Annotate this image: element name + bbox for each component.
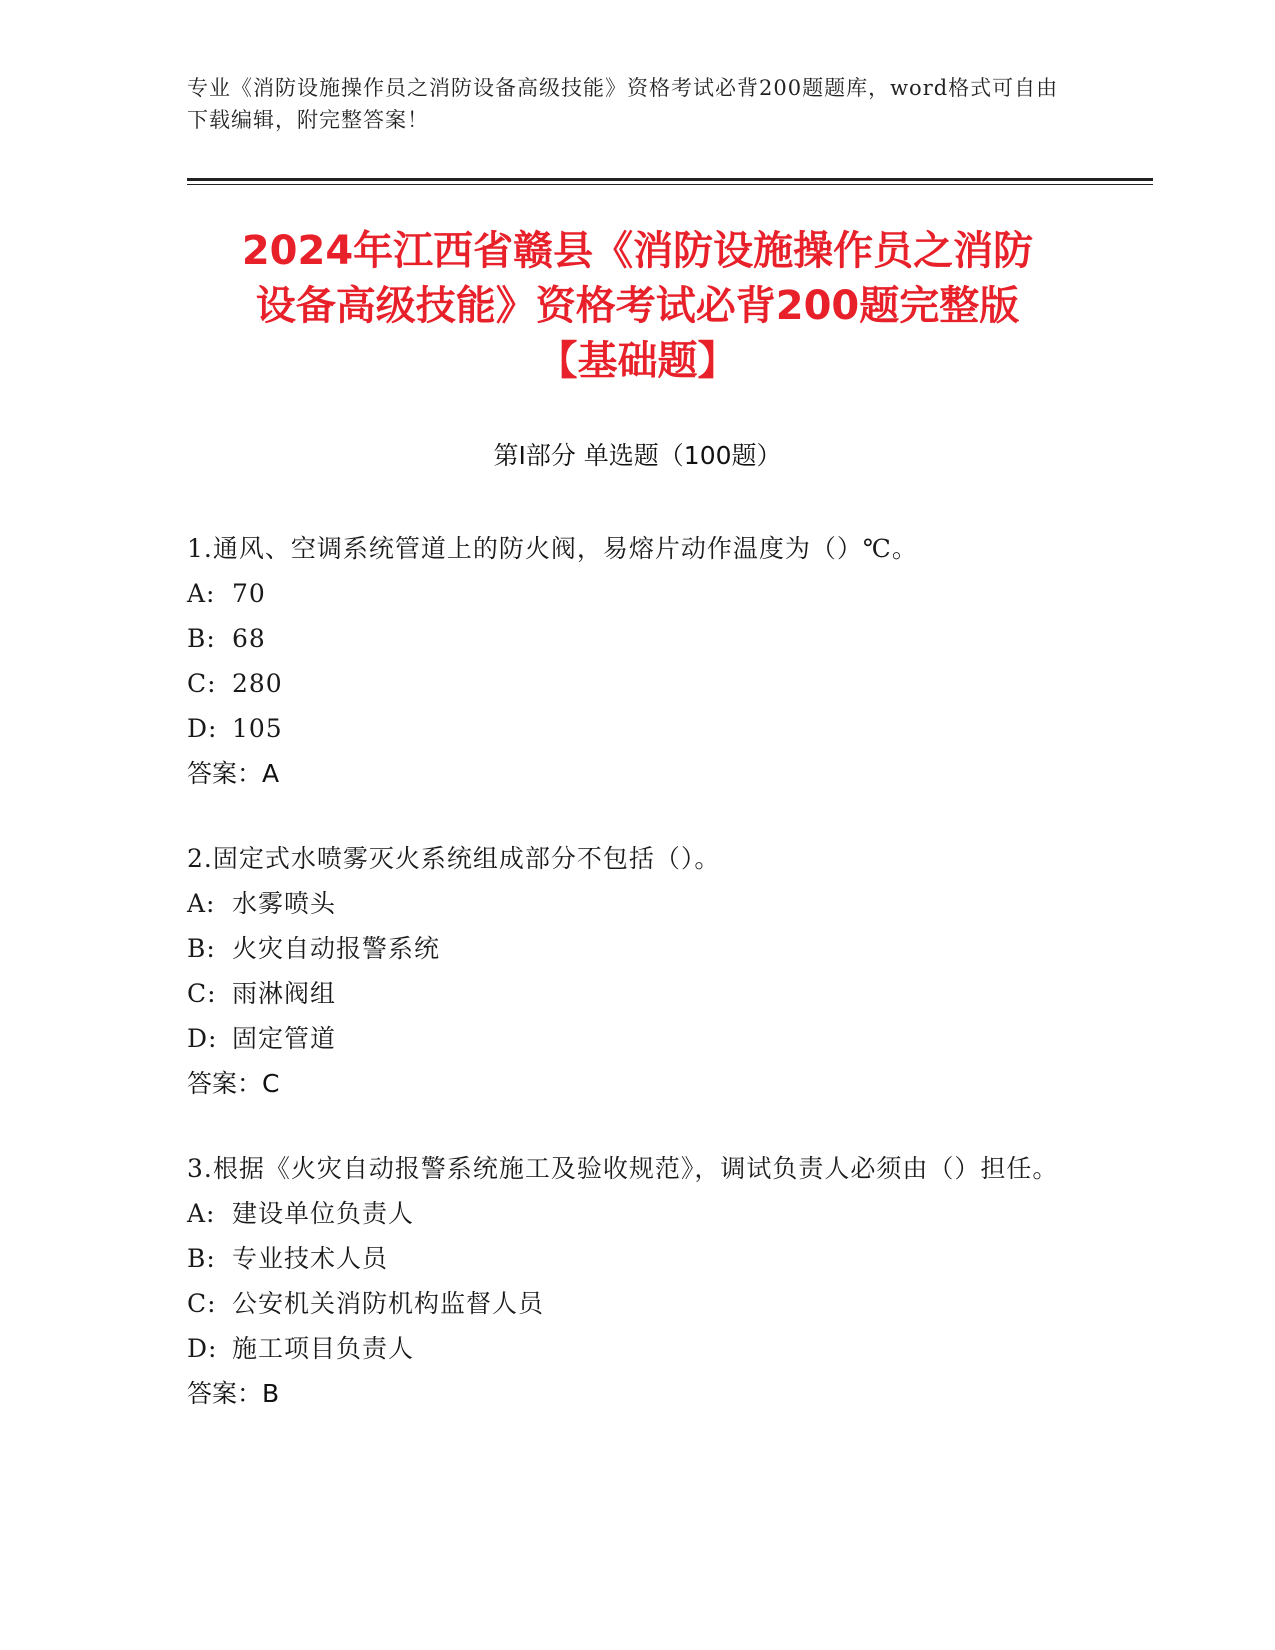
answer-line [187, 1371, 1067, 1416]
option-c [187, 661, 1067, 706]
option-b [187, 616, 1067, 661]
option-b [187, 1236, 1067, 1281]
option-text: 水雾喷头 [232, 889, 337, 918]
header-rule-thin [187, 184, 1153, 185]
option-c [187, 971, 1067, 1016]
option-a [187, 881, 1067, 926]
option-a [187, 571, 1067, 616]
answer-line [187, 1061, 1067, 1106]
option-key: B: [187, 624, 216, 653]
title-line: 2024年江西省赣县《消防设施操作员之消防 [241, 228, 1034, 274]
option-key: C: [187, 669, 217, 698]
option-text: 建设单位负责人 [232, 1199, 415, 1228]
header-rule-thick [187, 178, 1153, 181]
option-text: 固定管道 [232, 1024, 337, 1053]
header-note: 专业《消防设施操作员之消防设备高级技能》资格考试必背200题题库，word格式可自由下载编辑，附完整答案！ [187, 76, 1059, 132]
question-stem: 3.根据《火灾自动报警系统施工及验收规范》，调试负责人必须由（）担任。 [187, 1154, 1059, 1183]
option-d [187, 1016, 1067, 1061]
document-title [150, 224, 1125, 389]
option-text: 专业技术人员 [232, 1244, 389, 1273]
section-title: 第Ⅰ部分 单选题（100题） [493, 441, 782, 470]
option-key: D: [187, 714, 218, 743]
option-text: 雨淋阀组 [232, 979, 337, 1008]
question-stem: 2.固定式水喷雾灭火系统组成部分不包括（）。 [187, 844, 721, 873]
question-2 [187, 836, 1067, 1106]
option-key: A: [187, 1199, 216, 1228]
option-d [187, 706, 1067, 751]
answer-value: C [262, 1069, 280, 1098]
question-stem: 1.通风、空调系统管道上的防火阀，易熔片动作温度为（）℃。 [187, 534, 918, 563]
question-list [187, 526, 1067, 1456]
answer-label: 答案： [187, 759, 263, 788]
option-a [187, 1191, 1067, 1236]
option-key: B: [187, 1244, 216, 1273]
option-key: C: [187, 1289, 217, 1318]
answer-value: A [262, 759, 280, 788]
answer-label: 答案： [187, 1069, 263, 1098]
option-key: B: [187, 934, 216, 963]
option-key: D: [187, 1334, 218, 1363]
option-key: A: [187, 889, 216, 918]
title-line: 设备高级技能》资格考试必背200题完整版 [255, 283, 1020, 329]
answer-value: B [262, 1379, 280, 1408]
option-text: 施工项目负责人 [232, 1334, 415, 1363]
question-3 [187, 1146, 1067, 1416]
answer-label: 答案： [187, 1379, 263, 1408]
option-text: 公安机关消防机构监督人员 [232, 1289, 545, 1318]
option-key: C: [187, 979, 217, 1008]
title-line: 【基础题】 [537, 338, 738, 384]
option-b [187, 926, 1067, 971]
option-key: D: [187, 1024, 218, 1053]
option-text: 70 [232, 579, 266, 608]
answer-line [187, 751, 1067, 796]
option-d [187, 1326, 1067, 1371]
question-1 [187, 526, 1067, 796]
option-key: A: [187, 579, 216, 608]
option-text: 280 [232, 669, 283, 698]
option-text: 105 [232, 714, 283, 743]
option-text: 68 [232, 624, 266, 653]
option-text: 火灾自动报警系统 [232, 934, 441, 963]
option-c [187, 1281, 1067, 1326]
